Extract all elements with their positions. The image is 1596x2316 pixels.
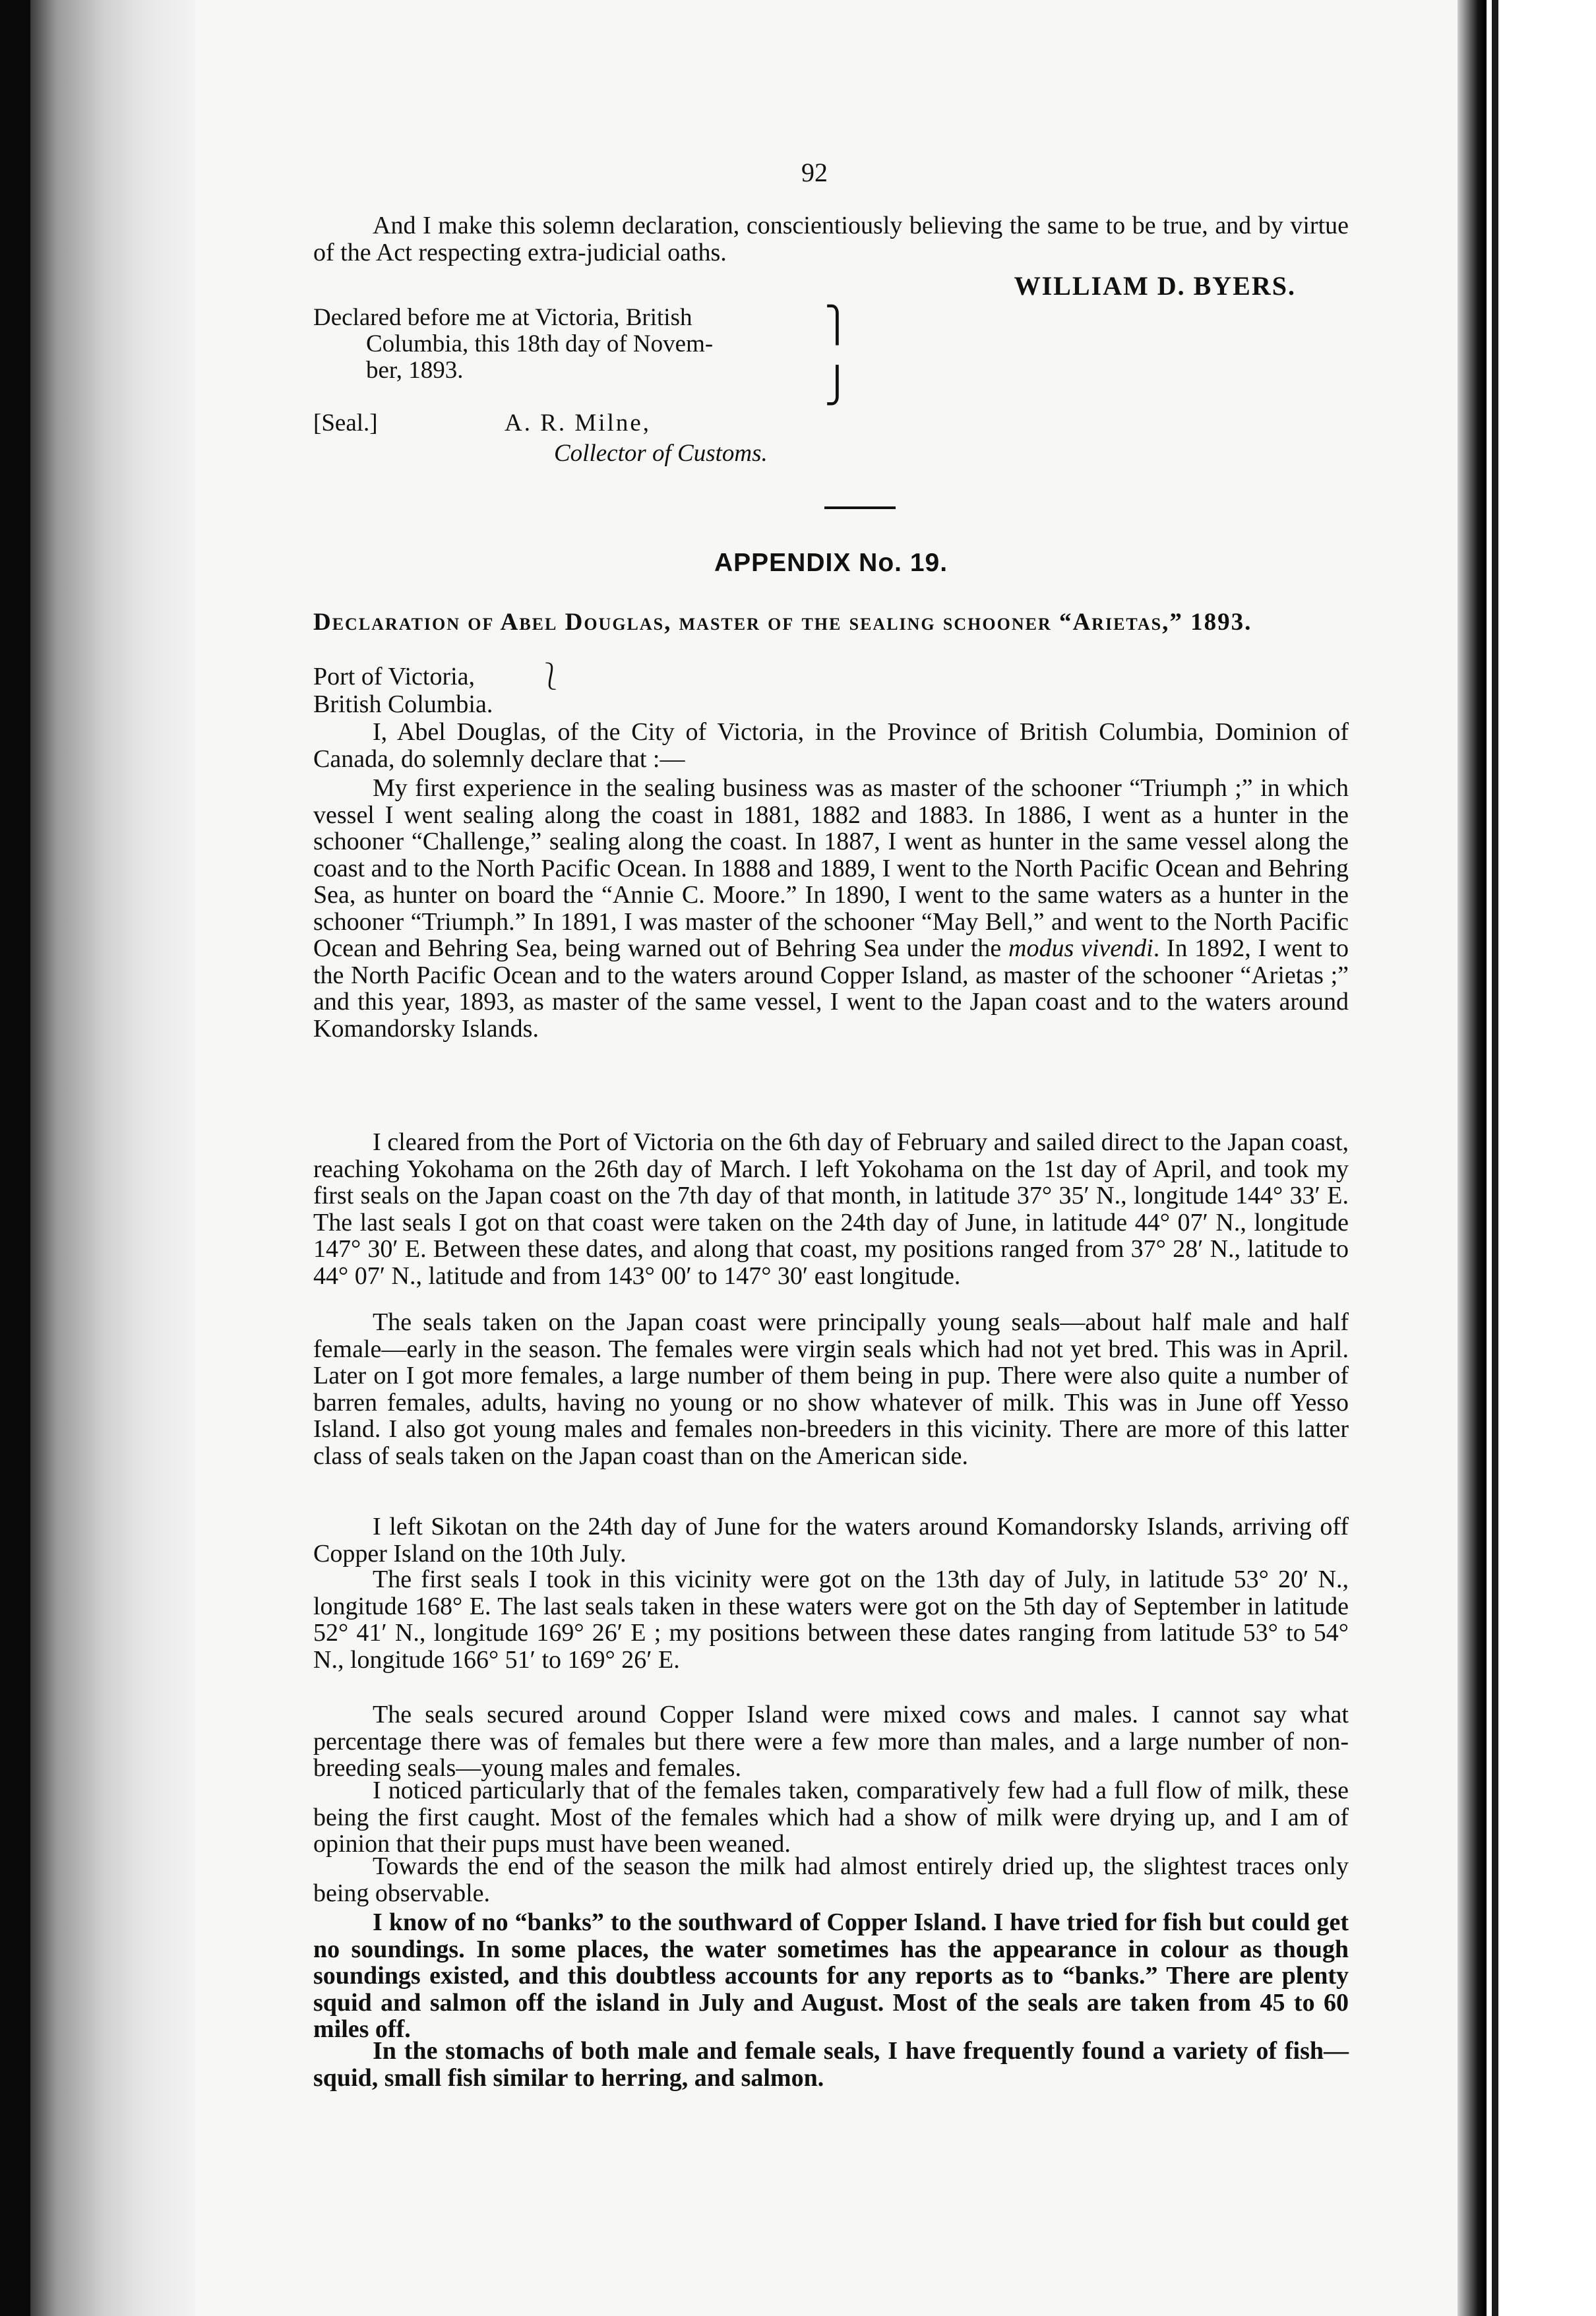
brace-glyph: ⎫	[824, 307, 850, 344]
officer-name: A. R. Milne,	[505, 410, 652, 437]
paragraph-japan-seals: The seals taken on the Japan coast were principally young seals—about half male and half female—early in the season. The females were virgin seals which had not yet bred. This was in April. Later on I got more females, a large number of them being in pup. There were also quite a number of barren females, adults, having no young or no show whatever of milk. This was in June off Yesso Island. I also got young males and females non-breeders in this vicinity. There are more of this latter class of seals taken on the Japan coast than on the American side.	[313, 1308, 1349, 1470]
brace-glyph: ⎭	[824, 367, 850, 405]
declared-before-block	[313, 305, 814, 384]
appendix-heading: APPENDIX No. 19.	[714, 549, 948, 577]
paragraph-season-end: Towards the end of the season the milk had almost entirely dried up, the slightest traces only being observable.	[313, 1852, 1349, 1907]
seal-label: [Seal.]	[313, 410, 378, 437]
declared-before-line: ber, 1893.	[366, 357, 464, 384]
paragraph-intro: I, Abel Douglas, of the City of Victoria, in the Province of British Columbia, Dominion of Canada, do solemnly declare that :—	[313, 718, 1349, 773]
scan-right-gutter	[1458, 0, 1487, 2316]
declared-before-line: Declared before me at Victoria, British	[313, 304, 692, 331]
scan-right-edge-line	[1492, 0, 1498, 2316]
paragraph-stomachs: In the stomachs of both male and female seals, I have frequently found a variety of fish—squid, small fish similar to herring, and salmon.	[313, 2037, 1349, 2092]
paragraph-copper-island: The seals secured around Copper Island were mixed cows and males. I cannot say what percentage there was of females but there were a few more than males, and a large number of non-breeding seals—young males and females.	[313, 1701, 1349, 1782]
italic-phrase: modus vivendi	[1008, 934, 1153, 962]
officer-title: Collector of Customs.	[554, 440, 768, 467]
paragraph-first-seals: The first seals I took in this vicinity were got on the 13th day of July, in latitude 53° 20′ N., longitude 168° E. The last seals taken in these waters were got on the 5th day of September in latitude 52° 41′ N., longitude 169° 26′ E ; my positions between these dates ranging from latitude 53° to 54° N., longitude 166° 51′ to 169° 26′ E.	[313, 1566, 1349, 1674]
port-block	[313, 663, 493, 718]
declared-before-line: Columbia, this 18th day of Novem-	[366, 330, 714, 357]
page-number: 92	[801, 158, 828, 187]
document-page	[313, 0, 1349, 2316]
paragraph-text: My first experience in the sealing business was as master of the schooner “Triumph ;” in which vessel I went sealing along the coast in 1881, 1882 and 1883. In 1886, I went as a hunter in the schooner “Challenge,” sealing along the coast. In 1887, I went as hunter in the same vessel along the coast and to the North Pacific Ocean. In 1888 and 1889, I went to the North Pacific Ocean and Behring Sea, as hunter on board the “Annie C. Moore.” In 1890, I went to the same waters as a hunter in the schooner “Triumph.” In 1891, I was master of the schooner “May Bell,” and went to the North Pacific Ocean and Behring Sea, being warned out of Behring Sea under the	[313, 774, 1349, 962]
paragraph-milk: I noticed particularly that of the females taken, comparatively few had a full flow of milk, these being the first caught. Most of the females which had a show of milk were drying up, and I am of opinion that their pups must have been weaned.	[313, 1777, 1349, 1858]
signature: WILLIAM D. BYERS.	[1014, 271, 1296, 301]
brace-glyph: ⎱	[537, 661, 564, 691]
paragraph-experience	[313, 775, 1349, 1042]
paragraph-banks: I know of no “banks” to the southward of Copper Island. I have tried for fish but could get no soundings. In some places, the water sometimes has the appearance in colour as though soundings existed, and this doubtless accounts for any reports as to “banks.” There are plenty squid and salmon off the island in July and August. Most of the seals are taken from 45 to 60 miles off.	[313, 1908, 1349, 2043]
paragraph-text: . In 1892, I went to the North Pacific Ocean and to the waters around Copper Island, as master of the schooner “Arietas ;” and this year, 1893, as master of the same vessel, I went to the Japan coast and to the waters around Komandorsky Islands.	[313, 934, 1349, 1043]
port-line: Port of Victoria,	[313, 663, 476, 690]
oath-paragraph: And I make this solemn declaration, conscientiously believing the same to be true, and by virtue of the Act respecting extra-judicial oaths.	[313, 212, 1349, 266]
scan-left-margin	[30, 0, 195, 2316]
port-line: British Columbia.	[313, 690, 493, 718]
scan-right-edge	[1487, 0, 1596, 2316]
section-divider	[824, 506, 896, 509]
paragraph-sikotan: I left Sikotan on the 24th day of June for the waters around Komandorsky Islands, arriving off Copper Island on the 10th July.	[313, 1513, 1349, 1568]
paragraph-voyage: I cleared from the Port of Victoria on the 6th day of February and sailed direct to the Japan coast, reaching Yokohama on the 26th day of March. I left Yokohama on the 1st day of April, and took my first seals on the Japan coast on the 7th day of that month, in latitude 37° 35′ N., longitude 144° 33′ E. The last seals I got on that coast were taken on the 24th day of June, in latitude 44° 07′ N., longitude 147° 30′ E. Between these dates, and along that coast, my positions ranged from 37° 28′ N., latitude to 44° 07′ N., latitude and from 143° 00′ to 147° 30′ east longitude.	[313, 1128, 1349, 1290]
declaration-title: Declaration of Abel Douglas, master of the sealing schooner “Arietas,” 1893.	[313, 609, 1252, 636]
scan-left-edge	[0, 0, 30, 2316]
